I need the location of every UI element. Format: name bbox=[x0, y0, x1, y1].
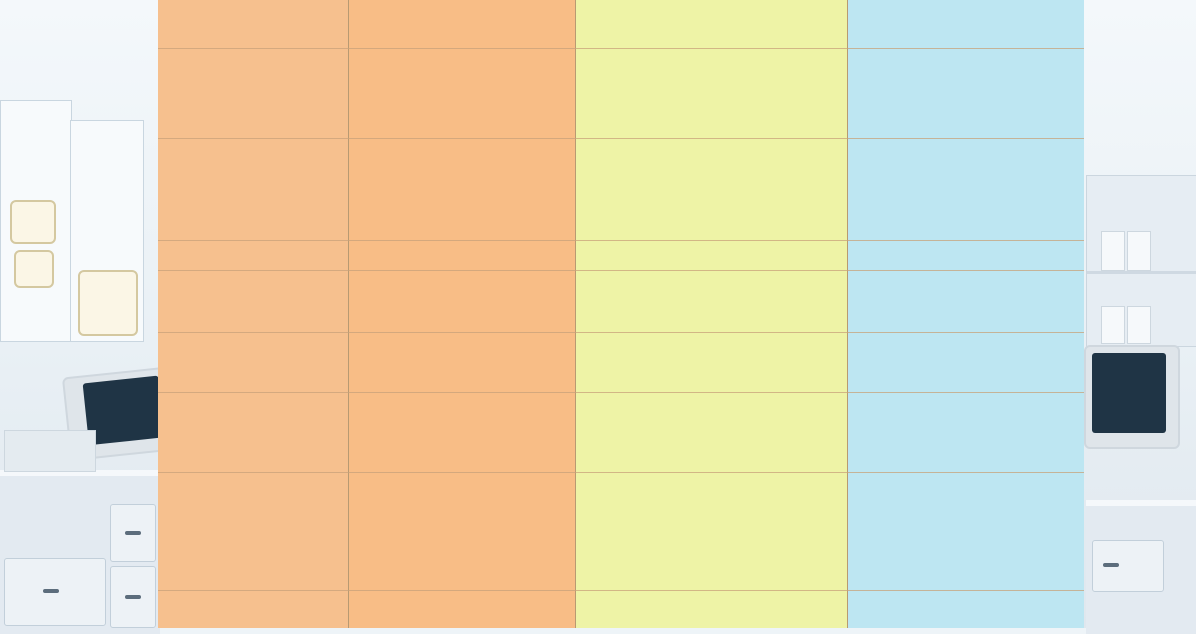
table-column-3 bbox=[575, 0, 847, 628]
drawer bbox=[1092, 540, 1164, 592]
shelf-box-icon bbox=[1101, 231, 1125, 271]
row-divider bbox=[158, 332, 1084, 333]
row-divider bbox=[158, 270, 1084, 271]
drawer-handle-icon bbox=[1103, 563, 1119, 567]
drawer-handle-icon bbox=[43, 589, 59, 593]
drawer bbox=[110, 566, 156, 628]
monitor-icon bbox=[1084, 345, 1180, 449]
shelf-divider bbox=[1087, 271, 1196, 274]
comparison-table bbox=[158, 0, 1084, 628]
table-column-category bbox=[158, 0, 348, 628]
row-divider bbox=[158, 392, 1084, 393]
printer bbox=[4, 430, 96, 472]
sketch-illustration bbox=[78, 270, 138, 336]
drawer-handle-icon bbox=[125, 531, 141, 535]
drawer-handle-icon bbox=[125, 595, 141, 599]
drawer bbox=[4, 558, 106, 626]
row-divider bbox=[158, 48, 1084, 49]
sketch-illustration bbox=[14, 250, 54, 288]
shelf-right bbox=[1086, 175, 1196, 347]
monitor-screen bbox=[1092, 353, 1166, 433]
counter-left bbox=[0, 470, 160, 634]
counter-right bbox=[1086, 500, 1196, 634]
table-column-2 bbox=[348, 0, 574, 628]
sketch-illustration bbox=[10, 200, 56, 244]
table-column-4 bbox=[847, 0, 1084, 628]
row-divider bbox=[158, 472, 1084, 473]
row-divider bbox=[158, 590, 1084, 591]
row-divider bbox=[158, 138, 1084, 139]
shelf-box-icon bbox=[1127, 231, 1151, 271]
shelf-box-icon bbox=[1127, 306, 1151, 344]
drawer bbox=[110, 504, 156, 562]
shelf-box-icon bbox=[1101, 306, 1125, 344]
row-divider bbox=[158, 240, 1084, 241]
